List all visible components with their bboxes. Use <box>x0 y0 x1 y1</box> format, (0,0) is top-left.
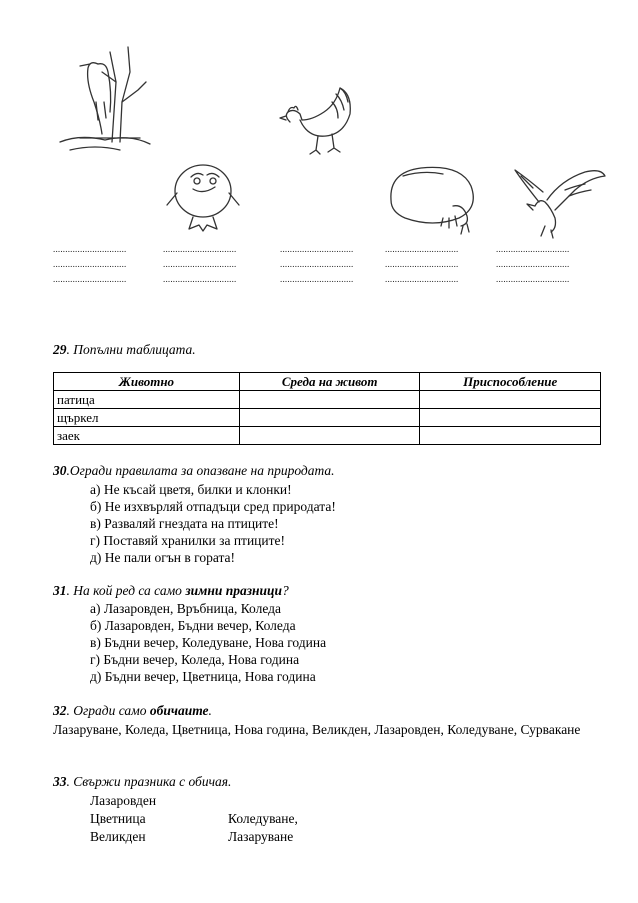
answer-option[interactable]: г) Бъдни вечер, Коледа, Нова година <box>90 652 300 667</box>
answer-option[interactable]: г) Поставяй хранилки за птиците! <box>90 533 286 548</box>
question-number: 29 <box>53 342 67 357</box>
question-emphasis: зимни празници <box>185 583 283 598</box>
answer-option[interactable]: в) Бъдни вечер, Коледуване, Нова година <box>90 635 327 650</box>
hen-illustration <box>278 82 358 166</box>
table-header-cell: Среда на живот <box>239 373 420 391</box>
answer-option[interactable]: б) Лазаровден, Бъдни вечер, Коледа <box>90 618 296 633</box>
question-number: 30 <box>53 463 67 478</box>
customs-list[interactable]: Лазаруване, Коледа, Цветница, Нова година, Великден, Лазаровден, Коледуване, Сурвакане <box>53 722 581 737</box>
table-cell[interactable] <box>239 427 420 445</box>
question-text: . На кой ред са само <box>66 583 186 598</box>
mole-illustration <box>383 160 493 240</box>
question-text: .Огради правилата за опазване на природата. <box>66 463 335 478</box>
table-cell[interactable] <box>420 391 601 409</box>
dotted-line[interactable]: .............................. <box>496 274 570 284</box>
table-row <box>54 409 601 427</box>
woodpecker-illustration <box>50 42 160 160</box>
table-cell[interactable] <box>420 427 601 445</box>
dotted-line[interactable]: .............................. <box>280 274 354 284</box>
table-header-cell: Приспособление <box>420 373 601 391</box>
question-number: 31 <box>53 583 67 598</box>
answer-option[interactable]: а) Лазаровден, Връбница, Коледа <box>90 601 282 616</box>
dotted-line[interactable]: .............................. <box>53 244 127 254</box>
table-cell[interactable] <box>420 409 601 427</box>
answer-option[interactable]: д) Бъдни вечер, Цветница, Нова година <box>90 669 316 684</box>
table-row <box>54 427 601 445</box>
habitat-table <box>53 372 601 445</box>
holiday-item[interactable]: Цветница <box>90 811 146 826</box>
dotted-line[interactable]: .............................. <box>280 244 354 254</box>
question-31-heading <box>53 583 289 599</box>
table-cell: щъркел <box>54 409 240 427</box>
dotted-line[interactable]: .............................. <box>496 259 570 269</box>
custom-item[interactable]: Коледуване, <box>228 811 298 826</box>
table-row <box>54 391 601 409</box>
dotted-line[interactable]: .............................. <box>385 259 459 269</box>
fish-illustration <box>163 155 243 237</box>
holiday-item[interactable]: Великден <box>90 829 146 844</box>
answer-option[interactable]: д) Не пали огън в гората! <box>90 550 236 565</box>
holiday-item[interactable]: Лазаровден <box>90 793 157 808</box>
question-30-heading <box>53 463 335 479</box>
question-text: . Огради само <box>66 703 150 718</box>
answer-option[interactable]: б) Не изхвърляй отпадъци сред природата! <box>90 499 336 514</box>
question-text-end: ? <box>282 583 289 598</box>
table-cell[interactable] <box>239 391 420 409</box>
dotted-line[interactable]: .............................. <box>53 274 127 284</box>
question-text-end: . <box>208 703 212 718</box>
question-text: . Попълни таблицата. <box>66 342 196 357</box>
dotted-line[interactable]: .............................. <box>163 244 237 254</box>
table-cell: заек <box>54 427 240 445</box>
question-32-heading <box>53 703 212 719</box>
dotted-line[interactable]: .............................. <box>280 259 354 269</box>
table-header-row <box>54 373 601 391</box>
answer-option[interactable]: в) Разваляй гнездата на птиците! <box>90 516 279 531</box>
table-cell: патица <box>54 391 240 409</box>
question-number: 32 <box>53 703 67 718</box>
custom-item[interactable]: Лазаруване <box>228 829 294 844</box>
question-text: . Свържи празника с обичая. <box>66 774 232 789</box>
question-number: 33 <box>53 774 67 789</box>
eagle-illustration <box>505 162 610 242</box>
table-header-cell: Животно <box>54 373 240 391</box>
dotted-line[interactable]: .............................. <box>385 274 459 284</box>
dotted-line[interactable]: .............................. <box>385 244 459 254</box>
question-emphasis: обичаите <box>149 703 209 718</box>
answer-option[interactable]: а) Не късай цветя, билки и клонки! <box>90 482 292 497</box>
dotted-line[interactable]: .............................. <box>496 244 570 254</box>
question-33-heading <box>53 774 231 790</box>
dotted-line[interactable]: .............................. <box>53 259 127 269</box>
dotted-line[interactable]: .............................. <box>163 259 237 269</box>
table-cell[interactable] <box>239 409 420 427</box>
dotted-line[interactable]: .............................. <box>163 274 237 284</box>
question-29-heading <box>53 342 196 358</box>
